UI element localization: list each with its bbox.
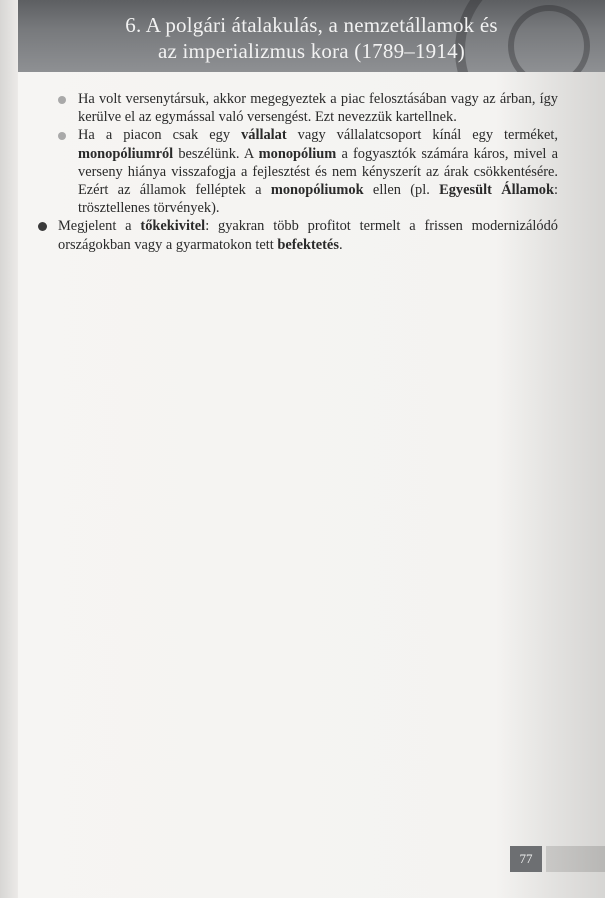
bold-term: tőkekivitel bbox=[140, 218, 206, 235]
text-run: Megjelent a bbox=[58, 218, 141, 235]
chapter-header bbox=[18, 0, 605, 72]
bullet-dark-icon bbox=[38, 222, 47, 231]
bullet-light-icon bbox=[58, 132, 66, 140]
bold-term: monopóliumról bbox=[78, 145, 174, 162]
bullet-light-icon bbox=[58, 96, 66, 104]
text-run: beszélünk. A bbox=[173, 145, 259, 162]
chapter-title bbox=[18, 12, 605, 64]
text-run: Ha a piacon csak egy bbox=[78, 127, 242, 144]
chapter-title-line-1: 6. A polgári átalakulás, a nemzetállamok és bbox=[125, 13, 498, 37]
text-run: a fogyasztók számára káros, mivel a verseny hiánya visszafogja a fejlesztést és nem kényszerít az árak csökkentésére. Ezért az államok felléptek a bbox=[78, 145, 558, 199]
bold-term: befektetés bbox=[277, 236, 339, 253]
paragraph-text bbox=[58, 218, 558, 252]
body-text bbox=[58, 90, 558, 254]
text-run: Ha volt versenytársuk, akkor megegyeztek a piac felosztásában vagy az árban, így kerülve el az egymással való versengést. Ezt nevezzük kartellnek. bbox=[78, 91, 558, 126]
paragraph-text bbox=[78, 91, 558, 125]
text-run: vagy vállalatcsoport kínál egy terméket, bbox=[286, 127, 558, 144]
paragraph-text bbox=[78, 127, 558, 216]
text-run: ellen (pl. bbox=[363, 182, 440, 199]
chapter-title-line-2: az imperializmus kora (1789–1914) bbox=[158, 39, 465, 63]
page-number: 77 bbox=[510, 846, 542, 872]
left-margin-stripe bbox=[0, 0, 18, 898]
bold-term: Egyesült Államok bbox=[439, 182, 555, 199]
sub-bullet-monopoly bbox=[58, 126, 558, 217]
page-edge-tab bbox=[546, 846, 605, 872]
text-run: : trösztellenes törvények). bbox=[78, 182, 559, 217]
sub-bullet-cartel bbox=[58, 90, 558, 126]
bold-term: monopóliumok bbox=[270, 182, 364, 199]
bold-term: vállalat bbox=[241, 127, 287, 144]
bold-term: monopólium bbox=[258, 145, 337, 162]
text-run: . bbox=[338, 236, 343, 253]
main-bullet-capital-export bbox=[38, 217, 558, 253]
text-run: : gyakran több profitot termelt a frissen modernizálódó országokban vagy a gyarmatokon tett bbox=[58, 218, 558, 253]
